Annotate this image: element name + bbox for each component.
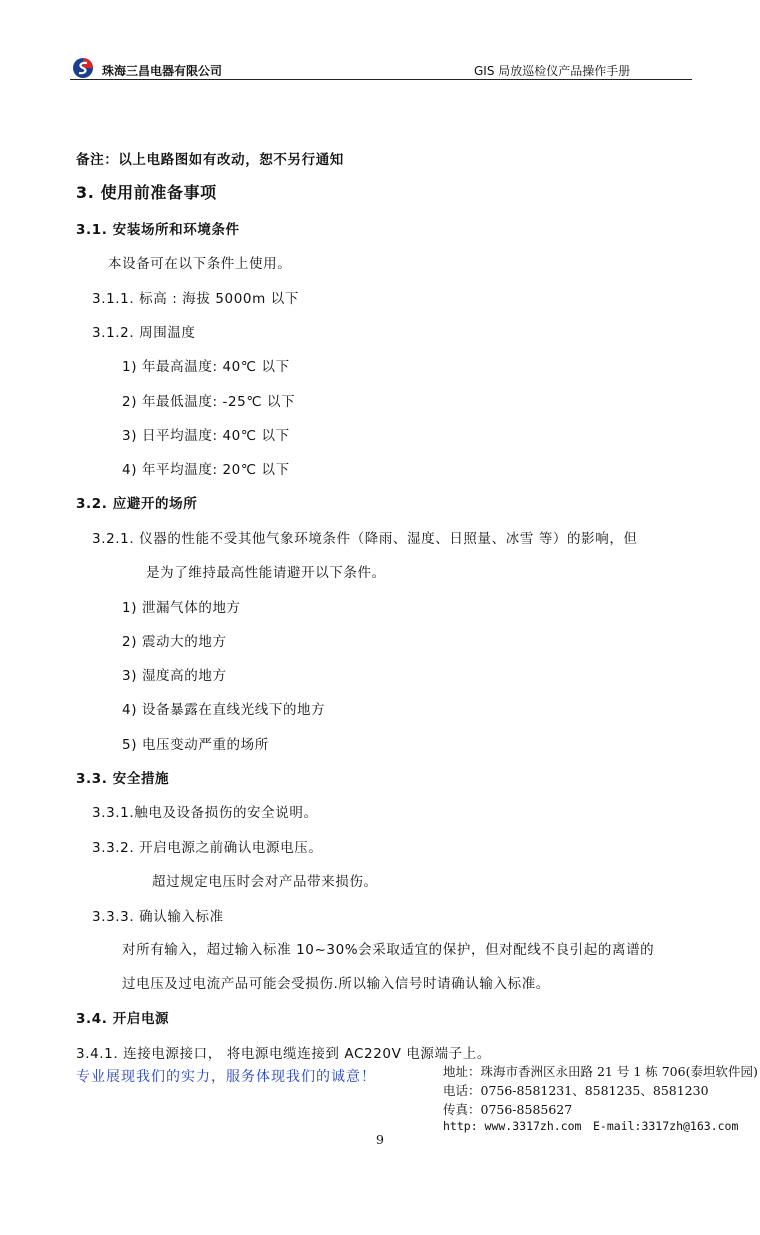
- section-3-1-title: 3.1. 安装场所和环境条件: [76, 222, 240, 238]
- item-3-3-2: 3.3.2. 开启电源之前确认电源电压。: [92, 840, 323, 856]
- footer-phone: 电话：0756-8581231、8581235、8581230: [443, 1083, 709, 1098]
- page-number: 9: [376, 1132, 384, 1147]
- place-item: 1) 泄漏气体的地方: [122, 600, 241, 616]
- temp-item: 3) 日平均温度: 40℃ 以下: [122, 428, 290, 444]
- temp-item: 4) 年平均温度: 20℃ 以下: [122, 462, 290, 478]
- section-3-2-title: 3.2. 应避开的场所: [76, 496, 198, 512]
- section-3-title: 3. 使用前准备事项: [76, 183, 217, 202]
- item-3-4-1: 3.4.1. 连接电源接口， 将电源电缆连接到 AC220V 电源端子上。: [76, 1046, 491, 1062]
- footer-web: http: www.3317zh.com: [443, 1119, 582, 1133]
- temp-item: 1) 年最高温度: 40℃ 以下: [122, 359, 290, 375]
- place-item: 3) 湿度高的地方: [122, 668, 227, 684]
- header-manual-title: GIS 局放巡检仪产品操作手册: [474, 64, 631, 78]
- section-3-4-title: 3.4. 开启电源: [76, 1011, 170, 1027]
- item-3-1-2: 3.1.2. 周围温度: [92, 325, 196, 341]
- item-3-3-3-line2: 过电压及过电流产品可能会受损伤.所以输入信号时请确认输入标准。: [122, 976, 550, 992]
- footer-slogan: 专业展现我们的实力，服务体现我们的诚意！: [76, 1069, 376, 1085]
- footer-email: E-mail:3317zh@163.com: [593, 1119, 739, 1133]
- section-3-3-title: 3.3. 安全措施: [76, 771, 170, 787]
- place-item: 2) 震动大的地方: [122, 634, 227, 650]
- header-company: 珠海三昌电器有限公司: [102, 64, 223, 78]
- item-3-1-1: 3.1.1. 标高 : 海拔 5000m 以下: [92, 291, 299, 307]
- company-logo-icon: [72, 57, 94, 79]
- item-3-3-3: 3.3.3. 确认输入标准: [92, 909, 224, 925]
- item-3-3-2-detail: 超过规定电压时会对产品带来损伤。: [152, 874, 378, 890]
- item-3-3-3-line1: 对所有输入，超过输入标准 10~30%会采取适宜的保护，但对配线不良引起的离谱的: [122, 942, 655, 958]
- place-item: 4) 设备暴露在直线光线下的地方: [122, 702, 326, 718]
- note: 备注：以上电路图如有改动，恕不另行通知: [76, 152, 344, 168]
- footer-address: 地址：珠海市香洲区永田路 21 号 1 栋 706(泰坦软件园): [443, 1064, 758, 1079]
- item-3-3-1: 3.3.1.触电及设备损伤的安全说明。: [92, 805, 318, 821]
- item-3-2-1-line2: 是为了维持最高性能请避开以下条件。: [146, 565, 386, 581]
- header-rule: [70, 79, 692, 80]
- temp-item: 2) 年最低温度: -25℃ 以下: [122, 394, 296, 410]
- section-3-1-intro: 本设备可在以下条件上使用。: [108, 256, 292, 272]
- item-3-2-1-line1: 3.2.1. 仪器的性能不受其他气象环境条件（降雨、湿度、日照量、冰雪 等）的影响，但: [92, 531, 638, 547]
- footer-fax: 传真：0756-8585627: [443, 1102, 573, 1117]
- place-item: 5) 电压变动严重的场所: [122, 737, 269, 753]
